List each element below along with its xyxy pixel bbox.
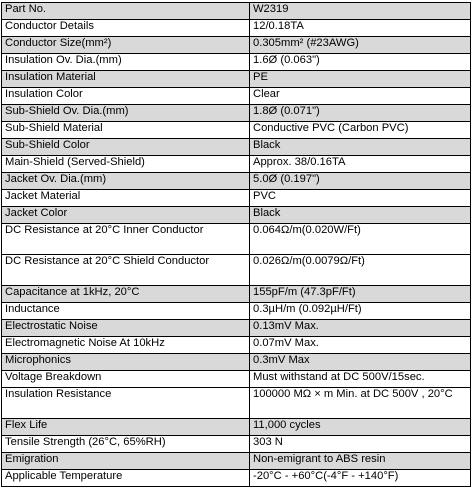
spec-label: Inductance xyxy=(2,303,250,320)
spec-row xyxy=(2,436,471,453)
spec-label: Insulation Ov. Dia.(mm) xyxy=(2,54,250,71)
spec-label: Conductor Size(mm²) xyxy=(2,37,250,54)
spec-label: Jacket Ov. Dia.(mm) xyxy=(2,173,250,190)
spec-row xyxy=(2,320,471,337)
spec-value: PE xyxy=(250,71,471,88)
spec-label: Electromagnetic Noise At 10kHz xyxy=(2,337,250,354)
spec-label: Emigration xyxy=(2,453,250,470)
spec-row xyxy=(2,207,471,224)
spec-value: 12/0.18TA xyxy=(250,20,471,37)
spec-row xyxy=(2,303,471,320)
spec-row xyxy=(2,173,471,190)
spec-value: 11,000 cycles xyxy=(250,419,471,436)
spec-row xyxy=(2,54,471,71)
spec-label: Flex Life xyxy=(2,419,250,436)
spec-row xyxy=(2,388,471,419)
spec-label: Insulation Color xyxy=(2,88,250,105)
spec-row xyxy=(2,139,471,156)
spec-label: Voltage Breakdown xyxy=(2,371,250,388)
spec-row xyxy=(2,105,471,122)
spec-value: 5.0Ø (0.197") xyxy=(250,173,471,190)
spec-row xyxy=(2,37,471,54)
spec-value: 0.305mm² (#23AWG) xyxy=(250,37,471,54)
spec-value: 0.3µH/m (0.092µH/Ft) xyxy=(250,303,471,320)
spec-value: 303 N xyxy=(250,436,471,453)
spec-value: Approx. 38/0.16TA xyxy=(250,156,471,173)
spec-value: 0.064Ω/m(0.020W/Ft) xyxy=(250,224,471,255)
spec-row xyxy=(2,190,471,207)
spec-row xyxy=(2,354,471,371)
spec-label: Insulation Resistance xyxy=(2,388,250,419)
spec-table xyxy=(1,2,471,487)
spec-label: Sub-Shield Color xyxy=(2,139,250,156)
spec-value: PVC xyxy=(250,190,471,207)
spec-label: Conductor Details xyxy=(2,20,250,37)
spec-label: Microphonics xyxy=(2,354,250,371)
spec-label: Tensile Strength (26°C, 65%RH) xyxy=(2,436,250,453)
spec-row xyxy=(2,470,471,487)
spec-row xyxy=(2,453,471,470)
spec-label: DC Resistance at 20°C Inner Conductor xyxy=(2,224,250,255)
spec-value: Must withstand at DC 500V/15sec. xyxy=(250,371,471,388)
spec-value: -20°C - +60°C(-4°F - +140°F) xyxy=(250,470,471,487)
spec-label: Sub-Shield Ov. Dia.(mm) xyxy=(2,105,250,122)
spec-label: Insulation Material xyxy=(2,71,250,88)
spec-label: Jacket Material xyxy=(2,190,250,207)
spec-label: Electrostatic Noise xyxy=(2,320,250,337)
spec-value: Non-emigrant to ABS resin xyxy=(250,453,471,470)
spec-label: Part No. xyxy=(2,3,250,20)
spec-value: 1.8Ø (0.071") xyxy=(250,105,471,122)
spec-label: Capacitance at 1kHz, 20°C xyxy=(2,286,250,303)
spec-value: Clear xyxy=(250,88,471,105)
spec-value: 0.07mV Max. xyxy=(250,337,471,354)
spec-row xyxy=(2,3,471,20)
spec-row xyxy=(2,88,471,105)
spec-value: 0.3mV Max xyxy=(250,354,471,371)
spec-row xyxy=(2,122,471,139)
spec-label: Applicable Temperature xyxy=(2,470,250,487)
spec-value: Conductive PVC (Carbon PVC) xyxy=(250,122,471,139)
spec-value: 100000 MΩ × m Min. at DC 500V , 20°C xyxy=(250,388,471,419)
spec-row xyxy=(2,20,471,37)
spec-value: 0.026Ω/m(0.0079Ω/Ft) xyxy=(250,255,471,286)
spec-row xyxy=(2,156,471,173)
spec-row xyxy=(2,224,471,255)
spec-row xyxy=(2,371,471,388)
spec-row xyxy=(2,255,471,286)
spec-row xyxy=(2,286,471,303)
spec-row xyxy=(2,337,471,354)
spec-value: W2319 xyxy=(250,3,471,20)
spec-row xyxy=(2,71,471,88)
spec-value: Black xyxy=(250,139,471,156)
spec-value: 155pF/m (47.3pF/Ft) xyxy=(250,286,471,303)
spec-value: 1.6Ø (0.063") xyxy=(250,54,471,71)
spec-label: DC Resistance at 20°C Shield Conductor xyxy=(2,255,250,286)
spec-value: Black xyxy=(250,207,471,224)
spec-label: Main-Shield (Served-Shield) xyxy=(2,156,250,173)
spec-table-body xyxy=(2,3,471,487)
spec-row xyxy=(2,419,471,436)
spec-label: Jacket Color xyxy=(2,207,250,224)
spec-label: Sub-Shield Material xyxy=(2,122,250,139)
spec-value: 0.13mV Max. xyxy=(250,320,471,337)
